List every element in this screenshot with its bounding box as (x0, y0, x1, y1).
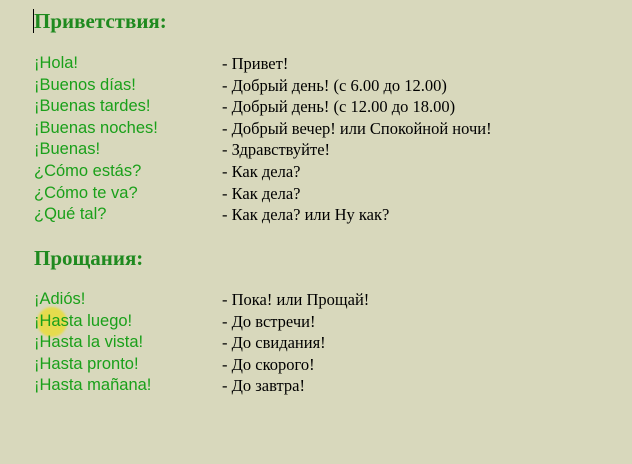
list-item (0, 161, 632, 183)
greetings-list (0, 53, 632, 226)
russian-translation: - Здравствуйте! (222, 140, 331, 160)
spanish-phrase: ¡Hola! (34, 54, 79, 72)
spanish-phrase: ¡Buenas noches! (34, 118, 158, 137)
list-item (0, 96, 632, 118)
spanish-phrase: ¡Adiós! (34, 290, 86, 308)
russian-translation: - Добрый вечер! или Спокойной ночи! (222, 118, 492, 138)
spanish-phrase: ¡Buenas! (34, 140, 101, 159)
list-item (0, 289, 632, 311)
spanish-phrase: ¡Hasta mañana! (34, 376, 152, 395)
list-item (0, 139, 632, 161)
russian-translation: - Как дела? (222, 161, 301, 181)
russian-translation: - Как дела? или Ну как? (222, 205, 390, 225)
list-item (0, 183, 632, 205)
list-item (0, 354, 632, 376)
russian-translation: - Как дела? (222, 183, 301, 203)
list-item (0, 311, 632, 333)
spanish-phrase: ¿Qué tal? (34, 205, 107, 224)
list-item (0, 375, 632, 397)
russian-translation: - Пока! или Прощай! (222, 290, 370, 309)
spanish-phrase: ¡Hasta la vista! (34, 333, 144, 352)
russian-translation: - Добрый день! (с 12.00 до 18.00) (222, 97, 456, 117)
spanish-phrase: ¿Cómo estás? (34, 161, 142, 180)
russian-translation: - До скорого! (222, 354, 315, 374)
list-item (0, 332, 632, 354)
spanish-phrase: ¿Cómo te va? (34, 183, 138, 202)
list-item (0, 53, 632, 75)
spanish-phrase: ¡Buenos días! (34, 75, 136, 94)
list-item (0, 75, 632, 97)
list-item (0, 118, 632, 140)
farewells-heading: Прощания: (34, 246, 144, 270)
spanish-phrase: ¡Buenas tardes! (34, 97, 151, 116)
spanish-phrase: ¡Hasta luego! (34, 311, 133, 330)
farewells-list (0, 289, 632, 397)
russian-translation: - Привет! (222, 54, 289, 73)
russian-translation: - До завтра! (222, 376, 305, 396)
russian-translation: - До свидания! (222, 333, 326, 353)
greetings-heading: Приветствия: (34, 9, 167, 33)
russian-translation: - До встречи! (222, 311, 316, 331)
russian-translation: - Добрый день! (с 6.00 до 12.00) (222, 75, 447, 95)
spanish-phrase: ¡Hasta pronto! (34, 354, 139, 373)
list-item (0, 204, 632, 226)
